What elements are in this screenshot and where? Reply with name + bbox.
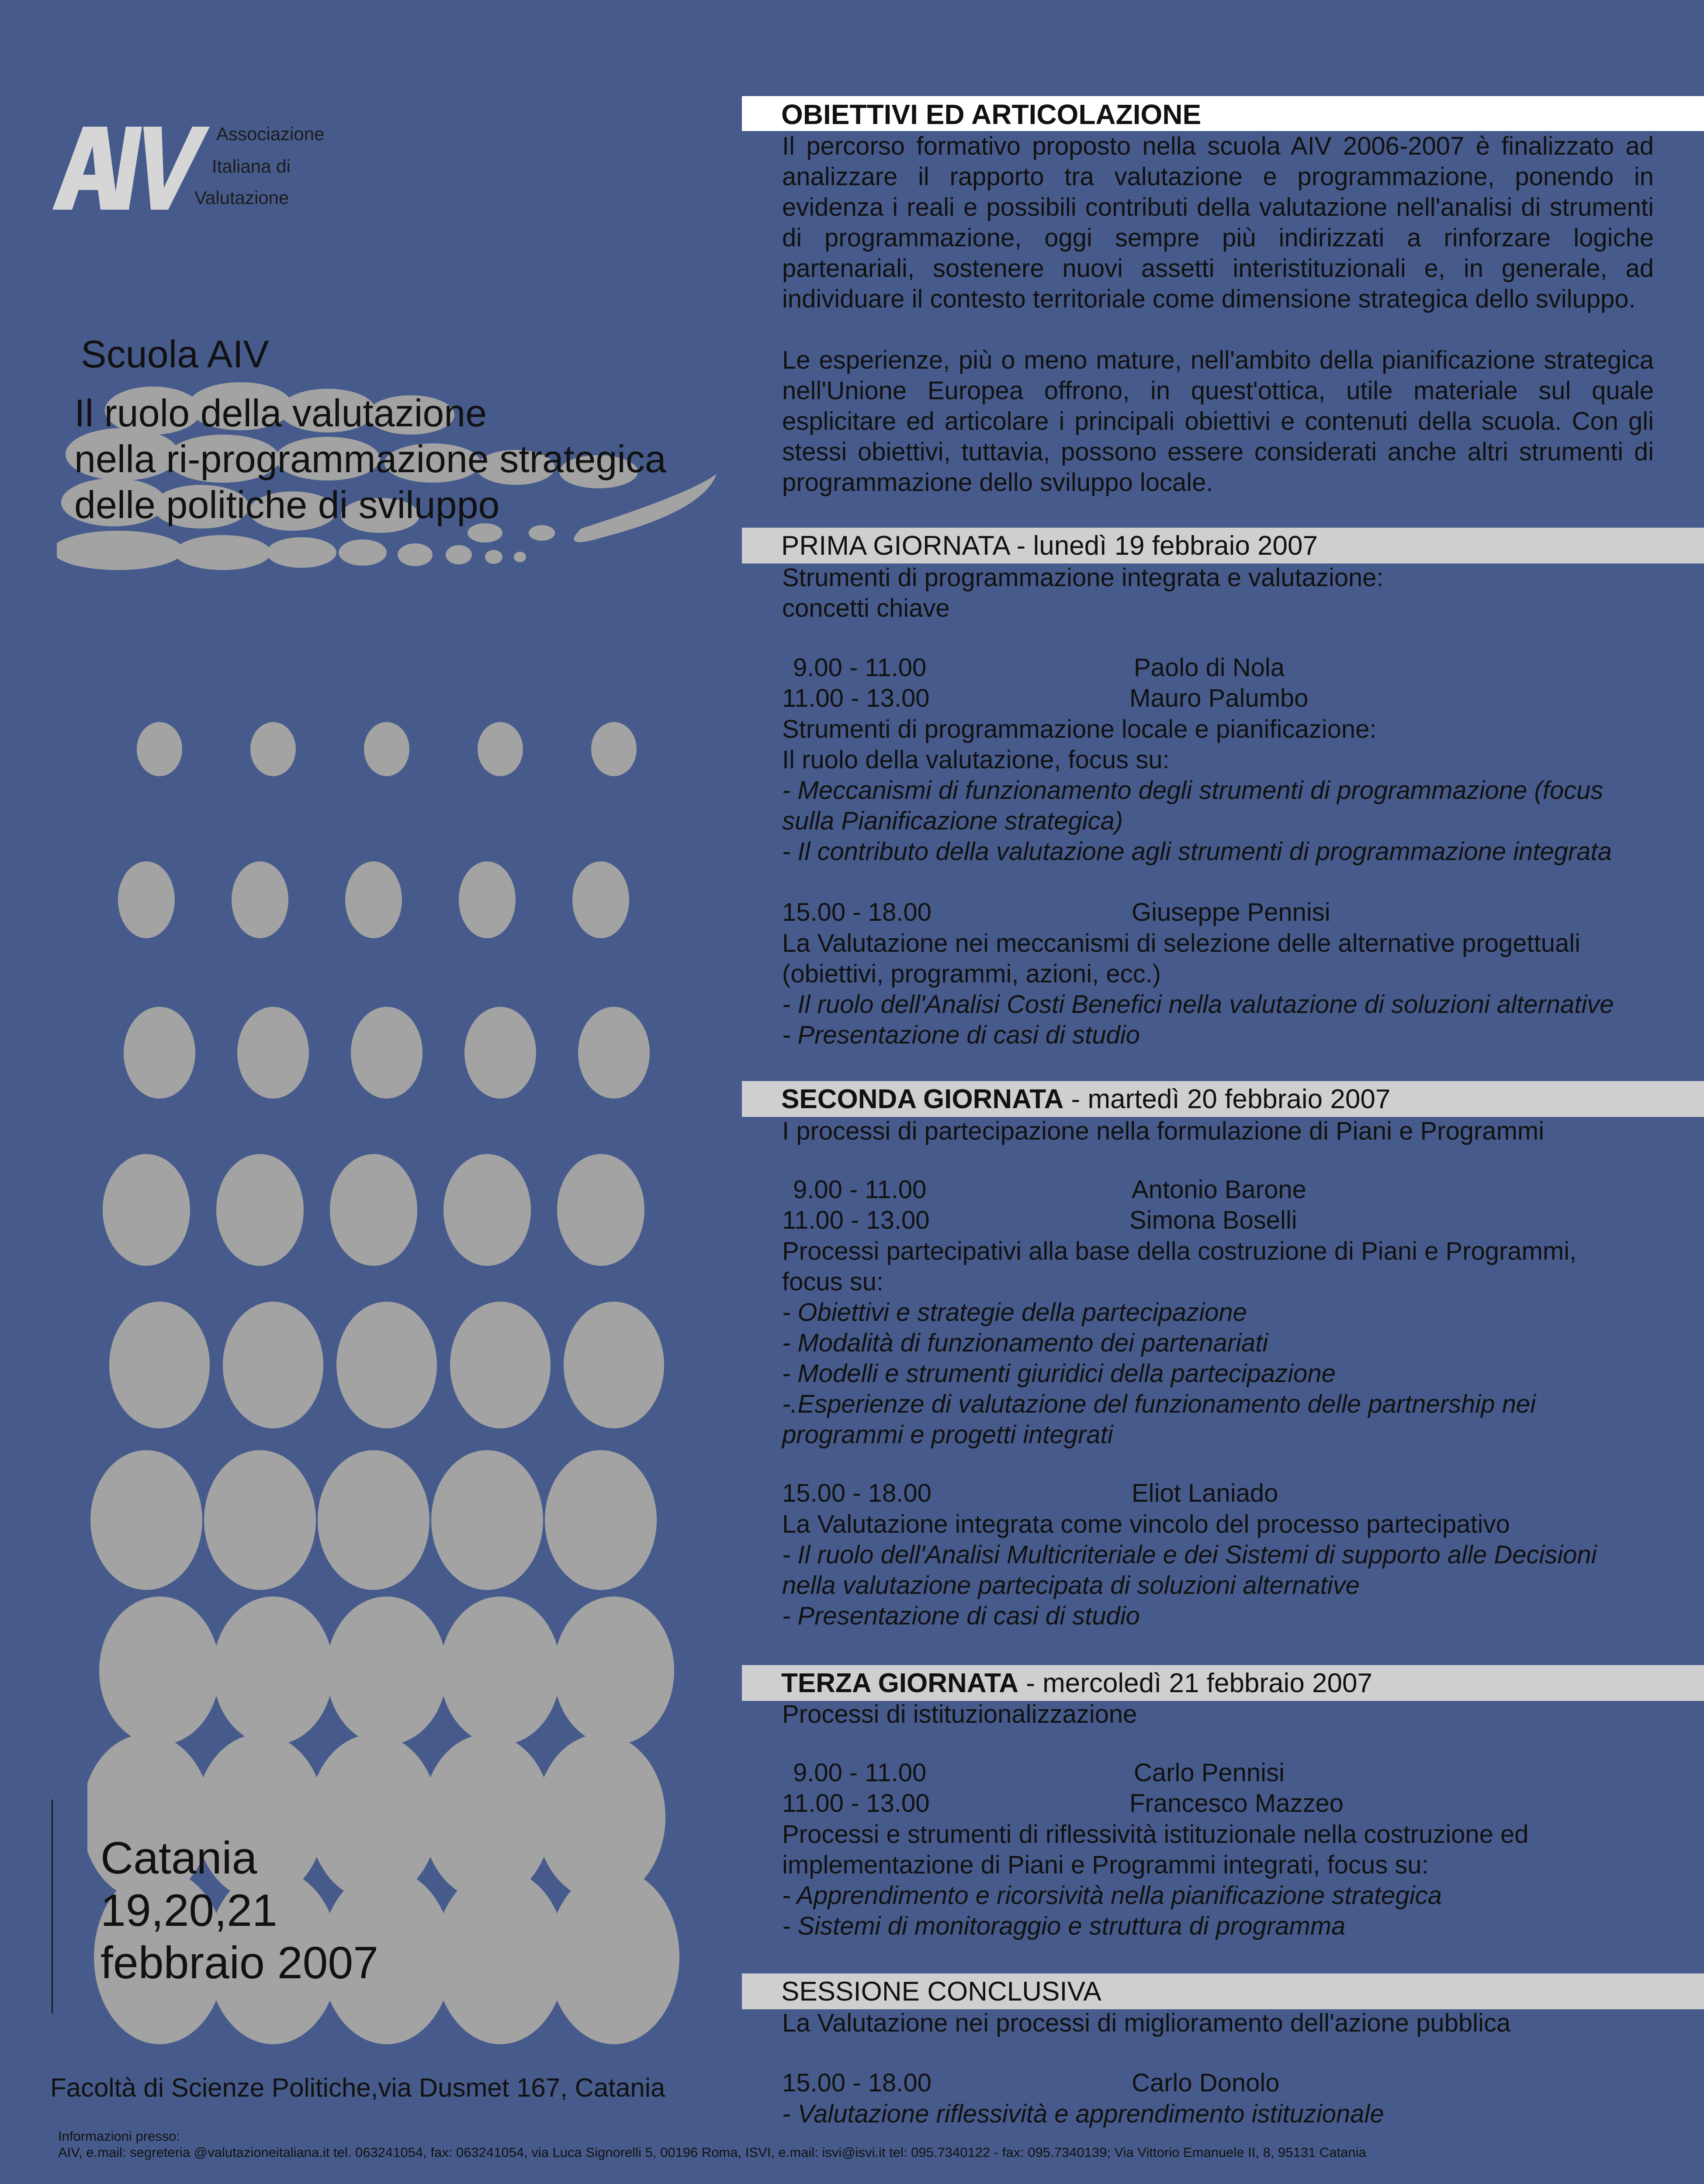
day2-slot1-time: 9.00 - 11.00: [793, 1175, 927, 1204]
closing-name: SESSIONE CONCLUSIVA: [781, 1977, 1101, 2007]
day1-header: [781, 530, 1318, 561]
day1-item-1a: - Meccanismi di funzionamento degli strumenti di programmazione (focus: [782, 776, 1604, 805]
day1-slot1-time: 9.00 - 11.00: [793, 653, 927, 682]
decorative-dot: [459, 861, 516, 938]
decorative-dot: [464, 1007, 536, 1099]
venue-address: Facoltà di Scienze Politiche,via Dusmet 167, Catania: [50, 2073, 665, 2102]
decorative-dot: [591, 722, 637, 776]
decorative-dot: [364, 722, 409, 776]
decorative-dot: [213, 1597, 333, 1745]
day2-slot2-time: 11.00 - 13.00: [782, 1206, 930, 1234]
decorative-dot: [232, 861, 288, 938]
decorative-dot: [237, 1007, 309, 1099]
day1-topic-3b: (obiettivi, programmi, azioni, ecc.): [782, 960, 1161, 988]
decorative-dot: [336, 1302, 437, 1428]
venue-days: 19,20,21: [100, 1885, 277, 1936]
day1-topic-2: Il ruolo della valutazione, focus su:: [782, 746, 1170, 774]
aiv-logo-mark: [52, 122, 210, 218]
day2-item-2: - Modalità di funzionamento dei partenariati: [782, 1329, 1268, 1357]
day1-item-4: - Presentazione di casi di studio: [782, 1021, 1140, 1049]
closing-subtitle: La Valutazione nei processi di miglioramento dell'azione pubblica: [782, 2009, 1511, 2037]
day2-item-5b: nella valutazione partecipata di soluzioni alternative: [782, 1571, 1360, 1600]
day2-slot2-speaker: Simona Boselli: [1129, 1206, 1297, 1234]
decorative-dot: [351, 1007, 423, 1099]
day3-name: TERZA GIORNATA: [781, 1668, 1019, 1698]
closing-band: [742, 1973, 1704, 2009]
day1-band: [742, 528, 1704, 563]
decorative-dot: [204, 1450, 316, 1590]
day3-slot2-speaker: Francesco Mazzeo: [1129, 1789, 1344, 1818]
decorative-dot: [554, 1597, 674, 1745]
day3-slot1-time: 9.00 - 11.00: [793, 1759, 927, 1787]
decorative-dot: [435, 1870, 566, 2044]
day2-slot3-speaker: Eliot Laniado: [1132, 1479, 1278, 1507]
day3-item-2: - Sistemi di monitoraggio e struttura di programma: [782, 1912, 1346, 1940]
decorative-dot: [137, 722, 182, 776]
closing-slot-time: 15.00 - 18.00: [782, 2069, 932, 2097]
objectives-heading: OBIETTIVI ED ARTICOLAZIONE: [781, 99, 1202, 130]
decorative-dot: [440, 1597, 561, 1745]
day2-item-4b: programmi e progetti integrati: [782, 1420, 1113, 1449]
decorative-dot: [443, 1154, 531, 1266]
decorative-dot: [578, 1007, 650, 1099]
decorative-dot: [118, 861, 175, 938]
day2-band: [742, 1081, 1704, 1117]
title-line-1: Il ruolo della valutazione: [74, 391, 487, 435]
decorative-dot: [216, 1154, 304, 1266]
day1-topic-1: Strumenti di programmazione locale e pianificazione:: [782, 715, 1377, 743]
venue-city: Catania: [100, 1833, 257, 1883]
aiv-logo: [52, 122, 358, 227]
info-label: Informazioni presso:: [58, 2129, 180, 2144]
day1-slot1-speaker: Paolo di Nola: [1134, 653, 1285, 682]
decorative-dot: [223, 1302, 323, 1428]
venue-month-year: febbraio 2007: [100, 1938, 379, 1988]
title-line-3: delle politiche di sviluppo: [74, 483, 500, 526]
day1-slot3-speaker: Giuseppe Pennisi: [1132, 898, 1330, 926]
closing-slot-speaker: Carlo Donolo: [1132, 2069, 1280, 2097]
day2-slot3-time: 15.00 - 18.00: [782, 1479, 932, 1507]
logo-text-line-3: Valutazione: [194, 187, 289, 208]
day1-slot3-time: 15.00 - 18.00: [782, 898, 932, 926]
day2-slot1-speaker: Antonio Barone: [1132, 1175, 1306, 1204]
logo-text-line-2: Italiana di: [212, 156, 291, 176]
decorative-dot: [330, 1154, 417, 1266]
decorative-dot: [545, 1450, 657, 1590]
day3-item-1: - Apprendimento e ricorsività nella pianificazione strategica: [782, 1881, 1442, 1910]
day2-item-4a: -.Esperienze di valutazione del funzionamento delle partnership nei: [782, 1390, 1536, 1418]
school-name: Scuola AIV: [81, 332, 269, 376]
day2-subtitle: I processi di partecipazione nella formulazione di Piani e Programmi: [782, 1117, 1545, 1145]
day3-subtitle: Processi di istituzionalizzazione: [782, 1700, 1137, 1728]
day3-topic-1: Processi e strumenti di riflessività istituzionale nella costruzione ed: [782, 1820, 1529, 1849]
decorative-dot: [478, 722, 523, 776]
day1-item-3: - Il ruolo dell'Analisi Costi Benefici nella valutazione di soluzioni alternative: [782, 990, 1614, 1019]
decorative-dot: [318, 1450, 429, 1590]
day2-item-5a: - Il ruolo dell'Analisi Multicriteriale e dei Sistemi di supporto alle Decisioni: [782, 1541, 1597, 1569]
decorative-dot: [572, 861, 629, 938]
title-line-2: nella ri-programmazione strategica: [74, 437, 666, 480]
day1-date: - lunedì 19 febbraio 2007: [1009, 531, 1318, 561]
day1-item-2: - Il contributo della valutazione agli strumenti di programmazione integrata: [782, 837, 1612, 866]
day2-item-6: - Presentazione di casi di studio: [782, 1602, 1140, 1630]
decorative-dot: [345, 861, 402, 938]
day2-date: - martedì 20 febbraio 2007: [1063, 1084, 1391, 1114]
day2-item-1: - Obiettivi e strategie della partecipazione: [782, 1298, 1247, 1327]
day1-item-1b: sulla Pianificazione strategica): [782, 807, 1123, 835]
decorative-dot: [450, 1302, 551, 1428]
logo-text-line-1: Associazione: [216, 124, 325, 144]
decorative-dot: [109, 1302, 210, 1428]
decorative-dot: [250, 722, 296, 776]
day3-slot1-speaker: Carlo Pennisi: [1134, 1759, 1285, 1787]
day2-header: [781, 1084, 1390, 1115]
venue-divider-line: [52, 1800, 53, 2014]
day2-item-3: - Modelli e strumenti giuridici della partecipazione: [782, 1359, 1336, 1388]
day1-topic-3a: La Valutazione nei meccanismi di selezione delle alternative progettuali: [782, 929, 1580, 957]
day3-topic-2: implementazione di Piani e Programmi integrati, focus su:: [782, 1851, 1429, 1879]
decorative-dot: [557, 1154, 644, 1266]
contact-info: AIV, e.mail: segreteria @valutazioneitaliana.it tel. 063241054, fax: 063241054, via Luca Signorelli 5, 00196 Roma, ISVI, e.mail: isvi@isvi.it tel: 095.7340122 - fax: 095.7340139; Via Vittorio Emanuele II, 8, 95131 Catania: [58, 2145, 1366, 2160]
decorative-dot: [431, 1450, 543, 1590]
day1-subtitle-2: concetti chiave: [782, 594, 950, 622]
day1-slot2-speaker: Mauro Palumbo: [1129, 684, 1309, 712]
day3-band: [742, 1665, 1704, 1701]
day2-topic-1: Processi partecipativi alla base della costruzione di Piani e Programmi,: [782, 1237, 1577, 1265]
day3-date: - mercoledì 21 febbraio 2007: [1018, 1668, 1372, 1698]
closing-item: - Valutazione riflessività e apprendimento istituzionale: [782, 2100, 1384, 2128]
decorative-dot: [548, 1870, 679, 2044]
day1-slot2-time: 11.00 - 13.00: [782, 684, 930, 712]
decorative-dot: [103, 1154, 190, 1266]
day1-subtitle-1: Strumenti di programmazione integrata e valutazione:: [782, 563, 1384, 592]
objectives-paragraph-2: Le esperienze, più o meno mature, nell'ambito della pianificazione strategica nell'Unione Europea offrono, in quest'ottica, utile materiale sul quale esplicitare ed articolare i principali obiettivi e contenuti della scuola. Con gli stessi obiettivi, tuttavia, possono essere considerati anche altri strumenti di programmazione dello sviluppo locale.: [782, 346, 1654, 497]
day2-topic-2: focus su:: [782, 1268, 884, 1296]
day3-slot2-time: 11.00 - 13.00: [782, 1789, 930, 1818]
day2-topic-3: La Valutazione integrata come vincolo del processo partecipativo: [782, 1510, 1510, 1538]
day3-header: [781, 1668, 1372, 1699]
day2-name: SECONDA GIORNATA: [781, 1084, 1064, 1114]
objectives-paragraph-1: Il percorso formativo proposto nella scuola AIV 2006-2007 è finalizzato ad analizzare il rapporto tra valutazione e programmazione, ponendo in evidenza i reali e possibili contributi della valutazione nell'analisi di strumenti di programmazione, oggi sempre più indirizzati a rinforzare logiche partenariali, sostenere nuovi assetti interistituzionali e, in generale, ad individuare il contesto territoriale come dimensione strategica dello sviluppo.: [782, 132, 1654, 313]
decorative-dot: [90, 1450, 202, 1590]
decorative-dot: [326, 1597, 447, 1745]
objectives-band: [742, 96, 1704, 131]
day1-name: PRIMA GIORNATA: [781, 531, 1009, 561]
decorative-dot: [124, 1007, 195, 1099]
decorative-dot: [99, 1597, 220, 1745]
decorative-dot: [564, 1302, 664, 1428]
